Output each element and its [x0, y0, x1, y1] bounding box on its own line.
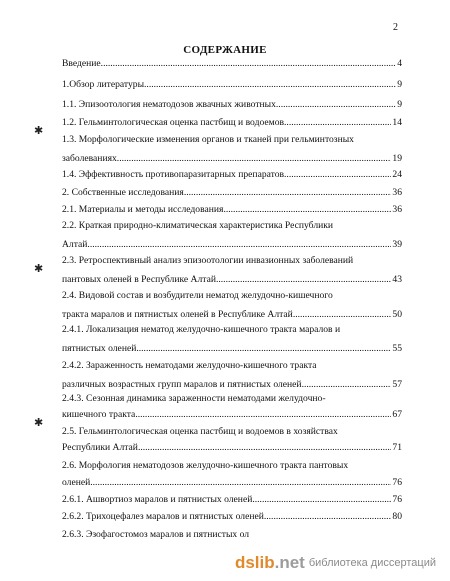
toc-entry[interactable]	[62, 117, 402, 128]
toc-entry-text-cont: пантовых оленей в Республике Алтай	[62, 274, 216, 285]
watermark	[231, 551, 440, 575]
toc-entry[interactable]	[62, 79, 402, 90]
watermark-logo: dslib.net	[234, 553, 305, 572]
toc-entry-page: 19	[392, 153, 402, 164]
toc-entry-text: 2.6.1. Ашвортиоз маралов и пятнистых оленей	[62, 494, 253, 505]
toc-entry-text-cont: Алтай	[62, 239, 88, 250]
toc-entry[interactable]	[62, 99, 402, 110]
toc-entry-text: 1.2. Гельминтологическая оценка пастбищ и водоемов	[62, 117, 285, 128]
toc-entry-page: 57	[392, 379, 402, 390]
toc-entry-text: 2.5. Гельминтологическая оценка пастбищ и водоемов в хозяйствах	[62, 426, 338, 437]
toc-entry-page: 39	[392, 239, 402, 250]
toc-entry-text: 2.6.3. Эзофагостомоз маралов и пятнистых ол	[62, 529, 250, 540]
toc-entry-text: 2.3. Ретроспективный анализ эпизоотологии инвазионных заболеваний	[62, 255, 354, 266]
toc-entry-page: 80	[392, 511, 402, 522]
toc-entry-text: 2.4.1. Локализация нематод желудочно-кишечного тракта маралов и	[62, 324, 341, 335]
toc-entry-text: 2.4.2. Зараженность нематодами желудочно-кишечного тракта	[62, 360, 317, 371]
toc-entry-text: 2. Собственные исследования	[62, 187, 184, 198]
toc-entry[interactable]	[62, 290, 402, 320]
toc-entry-page: 43	[392, 274, 402, 285]
toc-entry-text-cont: тракта маралов и пятнистых оленей в Республике Алтай	[62, 309, 293, 320]
toc-entry-page: 36	[392, 204, 402, 215]
toc-entry[interactable]	[62, 460, 402, 488]
toc-entry-text: 2.4. Видовой состав и возбудители нематод желудочно-кишечного	[62, 290, 333, 301]
toc-entry-page: 4	[397, 58, 402, 69]
toc-entry-text-cont: заболеваниях	[62, 153, 117, 164]
scan-mark-icon: ✱	[34, 417, 44, 429]
toc-entry-text-cont: пятнистых оленей	[62, 343, 137, 354]
toc-entry-text: 2.6. Морфология нематодозов желудочно-кишечного тракта пантовых	[62, 460, 349, 471]
scan-mark-icon: ✱	[34, 263, 44, 275]
toc-entry-text: Введение	[62, 58, 101, 69]
toc-entry-page: 76	[392, 494, 402, 505]
toc-entry[interactable]	[62, 360, 402, 390]
toc-entry-text-cont: различных возрастных групп маралов и пятнистых оленей	[62, 379, 302, 390]
toc-entry-text: 2.4.3. Сезонная динамика зараженности нематодами желудочно-	[62, 393, 326, 404]
toc-entry[interactable]	[62, 494, 402, 505]
toc-entry[interactable]	[62, 529, 402, 540]
page-title: СОДЕРЖАНИЕ	[183, 44, 267, 56]
watermark-tagline: библиотека диссертаций	[308, 557, 436, 569]
toc-entry[interactable]	[62, 134, 402, 164]
toc-entry-page: 55	[392, 343, 402, 354]
toc-entry-page: 71	[392, 442, 402, 453]
toc-entry-page: 76	[392, 477, 402, 488]
toc-entry[interactable]	[62, 511, 402, 522]
toc-entry[interactable]	[62, 393, 402, 420]
toc-entry-page: 9	[397, 79, 402, 90]
toc-entry-text-cont: оленей	[62, 477, 91, 488]
toc-entry-page: 14	[392, 117, 402, 128]
toc-entry-page: 36	[392, 187, 402, 198]
scan-mark-icon: ✱	[34, 125, 44, 137]
toc-entry-text: 2.6.2. Трихоцефалез маралов и пятнистых оленей	[62, 511, 264, 522]
page-number: 2	[393, 22, 398, 33]
toc-entry-text: 1.4. Эффективность противопаразитарных препаратов	[62, 169, 285, 180]
toc-entry-text: 1.1. Эпизоотология нематодозов жвачных животных	[62, 99, 276, 110]
toc-entry-text: 2.1. Материалы и методы исследования	[62, 204, 224, 215]
toc-entry[interactable]	[62, 220, 402, 250]
toc-entry[interactable]	[62, 255, 402, 285]
toc-entry[interactable]	[62, 324, 402, 354]
toc-entry[interactable]	[62, 204, 402, 215]
toc-entry-page: 9	[397, 99, 402, 110]
toc-entry-page: 67	[392, 409, 402, 420]
toc-entry[interactable]	[62, 187, 402, 198]
toc-entry-text-cont: кишечного тракта	[62, 409, 136, 420]
toc-entry[interactable]	[62, 426, 402, 453]
toc-entry-text: 2.2. Краткая природно-климатическая характеристика Республики	[62, 220, 334, 231]
toc-entry[interactable]	[62, 169, 402, 180]
toc-entry-page: 24	[392, 169, 402, 180]
toc-entry-text: 1.Обзор литературы	[62, 79, 145, 90]
toc-entry-page: 50	[392, 309, 402, 320]
toc-entry-text: 1.3. Морфологические изменения органов и тканей при гельминтозных	[62, 134, 354, 145]
toc-entry-text-cont: Республики Алтай	[62, 442, 138, 453]
toc-entry[interactable]	[62, 58, 402, 69]
